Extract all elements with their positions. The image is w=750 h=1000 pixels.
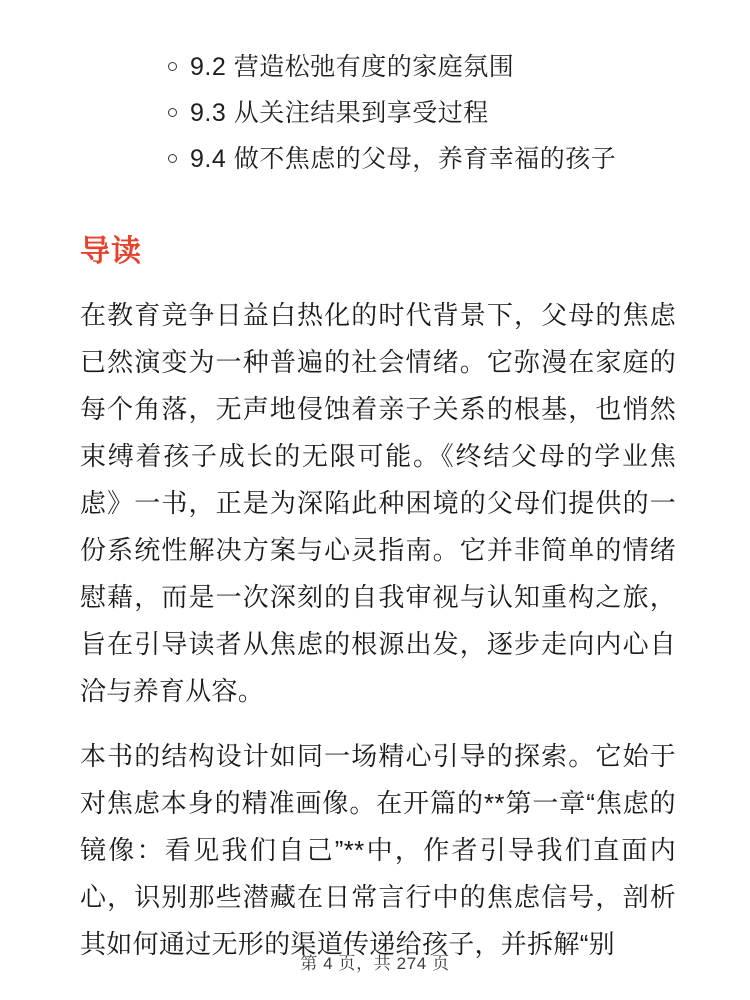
- section-heading: 导读: [80, 235, 142, 268]
- toc-list: [72, 44, 678, 182]
- bullet-circle-icon: [168, 62, 177, 71]
- body-paragraph: 本书的结构设计如同一场精心引导的探索。它始于对焦虑本身的精准画像。在开篇的**第一章“焦虑的镜像：看见我们自己”**中，作者引导我们直面内心，识别那些潜藏在日常言行中的焦虑信号，剖析其如何通过无形的渠道传递给孩子，并拆解“别: [80, 741, 676, 959]
- body-paragraph: 在教育竞争日益白热化的时代背景下，父母的焦虑已然演变为一种普遍的社会情绪。它弥漫在家庭的每个角落，无声地侵蚀着亲子关系的根基，也悄然束缚着孩子成长的无限可能。《终结父母的学业焦虑》一书，正是为深陷此种困境的父母们提供的一份系统性解决方案与心灵指南。它并非简单的情绪慰藉，而是一次深刻的自我审视与认知重构之旅，旨在引导读者从焦虑的根源出发，逐步走向内心自洽与养育从容。: [80, 300, 676, 706]
- bullet-circle-icon: [168, 154, 177, 163]
- toc-item-label: 9.3 从关注结果到享受过程: [190, 99, 489, 127]
- page-footer: 第 4 页，共 274 页: [300, 954, 450, 973]
- list-item[interactable]: [168, 44, 678, 90]
- list-item[interactable]: [168, 90, 678, 136]
- bullet-circle-icon: [168, 108, 177, 117]
- toc-item-label: 9.2 营造松弛有度的家庭氛围: [190, 53, 515, 81]
- toc-item-label: 9.4 做不焦虑的父母，养育幸福的孩子: [190, 145, 617, 173]
- list-item[interactable]: [168, 136, 678, 182]
